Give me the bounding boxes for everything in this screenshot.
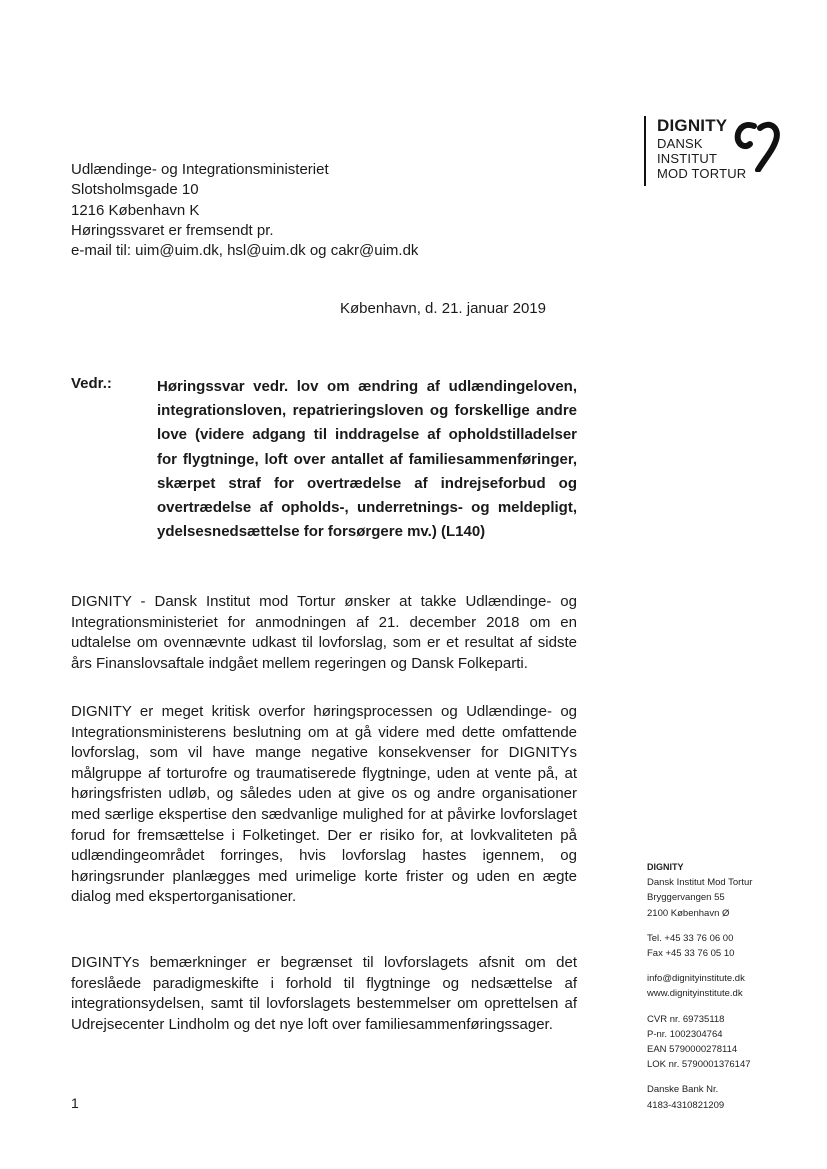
subject-text: Høringssvar vedr. lov om ændring af udlændingeloven, integrationsloven, repatrieringsloven og forskellige andre love (videre adgang til inddragelse af opholdstilladelser for flygtninge, loft over antallet af familiesammenføringer, skærpet straf for overtrædelse af indrejseforbud og overtrædelse af opholds-, underretnings- og meldepligt, ydelsesnedsættelse for forsørgere mv.) (L140) [157, 378, 577, 541]
address-line: 1216 København K [71, 201, 200, 219]
sidebar-email: info@dignityinstitute.dk [647, 973, 745, 985]
logo-line-1: DANSK [657, 136, 703, 151]
page-number: 1 [71, 1095, 79, 1111]
sidebar-bank: Danske Bank Nr. [647, 1084, 719, 1096]
contact-sidebar [647, 860, 752, 1113]
logo-divider [644, 116, 646, 186]
body-paragraph-3: DIGINTYs bemærkninger er begrænset til lovforslagets afsnit om det foreslåede paradigmeskifte i forhold til flygtninge og nedsættelse af integrationsydelsen, samt til lovforslagets bestemmelser om oprettelsen af Udrejsecenter Lindholm og det nye loft over familiesammenføringssager. [71, 954, 577, 1033]
body-paragraph-2: DIGNITY er meget kritisk overfor høringsprocessen og Udlændinge- og Integrationsministerens beslutning om at gå videre med dette omfattende lovforslag, som vil have mange negative konsekvenser for DIGNITYs målgruppe af torturofre og traumatiserede flygtninge, uden at vente på, at høringsfristen udløb, og således uden at give os og andre organisationer med særlige ekspertise den sædvanlige mulighed for at påvirke lovforslaget forud for fremsættelse i Folketinget. Der er risiko for, at lovkvaliteten på udlændingeområdet forringes, hvis lovforslag hastes igennem, og høringsrunder planlægges med urimelige korte frister og uden en ægte dialog med ekspertorganisationer. [71, 703, 577, 906]
sidebar-pnr: P-nr. 1002304764 [647, 1028, 723, 1040]
subject-label: Vedr.: [71, 375, 112, 392]
dignity-heart-icon [734, 118, 780, 172]
sidebar-fax: Fax +45 33 76 05 10 [647, 948, 735, 960]
sidebar-cvr: CVR nr. 69735118 [647, 1013, 725, 1025]
sidebar-phone: Tel. +45 33 76 06 00 [647, 932, 734, 944]
sidebar-ean: EAN 5790000278114 [647, 1044, 738, 1056]
sidebar-org-name: DIGNITY [647, 862, 684, 872]
address-line: Slotsholmsgade 10 [71, 181, 199, 199]
body-paragraph-1: DIGNITY - Dansk Institut mod Tortur ønsker at takke Udlændinge- og Integrationsministeriet for anmodningen af 21. december 2018 om en udtalelse om ovennævnte udkast til lovforslag, som er et resultat af sidste års Finanslovsaftale indgået mellem regeringen og Dansk Folkeparti. [71, 593, 577, 672]
logo-line-3: MOD TORTUR [657, 166, 747, 181]
logo-line-2: INSTITUT [657, 151, 718, 166]
sidebar-org-full: Dansk Institut Mod Tortur [647, 877, 753, 889]
sidebar-lok: LOK nr. 5790001376147 [647, 1059, 751, 1071]
address-line: e-mail til: uim@uim.dk, hsl@uim.dk og cakr@uim.dk [71, 242, 419, 260]
address-line: Høringssvaret er fremsendt pr. [71, 221, 274, 239]
letter-date: København, d. 21. januar 2019 [340, 300, 546, 317]
address-line: Udlændinge- og Integrationsministeriet [71, 161, 329, 178]
logo-name: DIGNITY [657, 116, 728, 135]
sidebar-website: www.dignityinstitute.dk [647, 988, 743, 1000]
sidebar-street: Bryggervangen 55 [647, 892, 725, 904]
recipient-address [71, 160, 418, 261]
sidebar-city: 2100 København Ø [647, 907, 730, 919]
sidebar-account: 4183-4310821209 [647, 1099, 725, 1111]
